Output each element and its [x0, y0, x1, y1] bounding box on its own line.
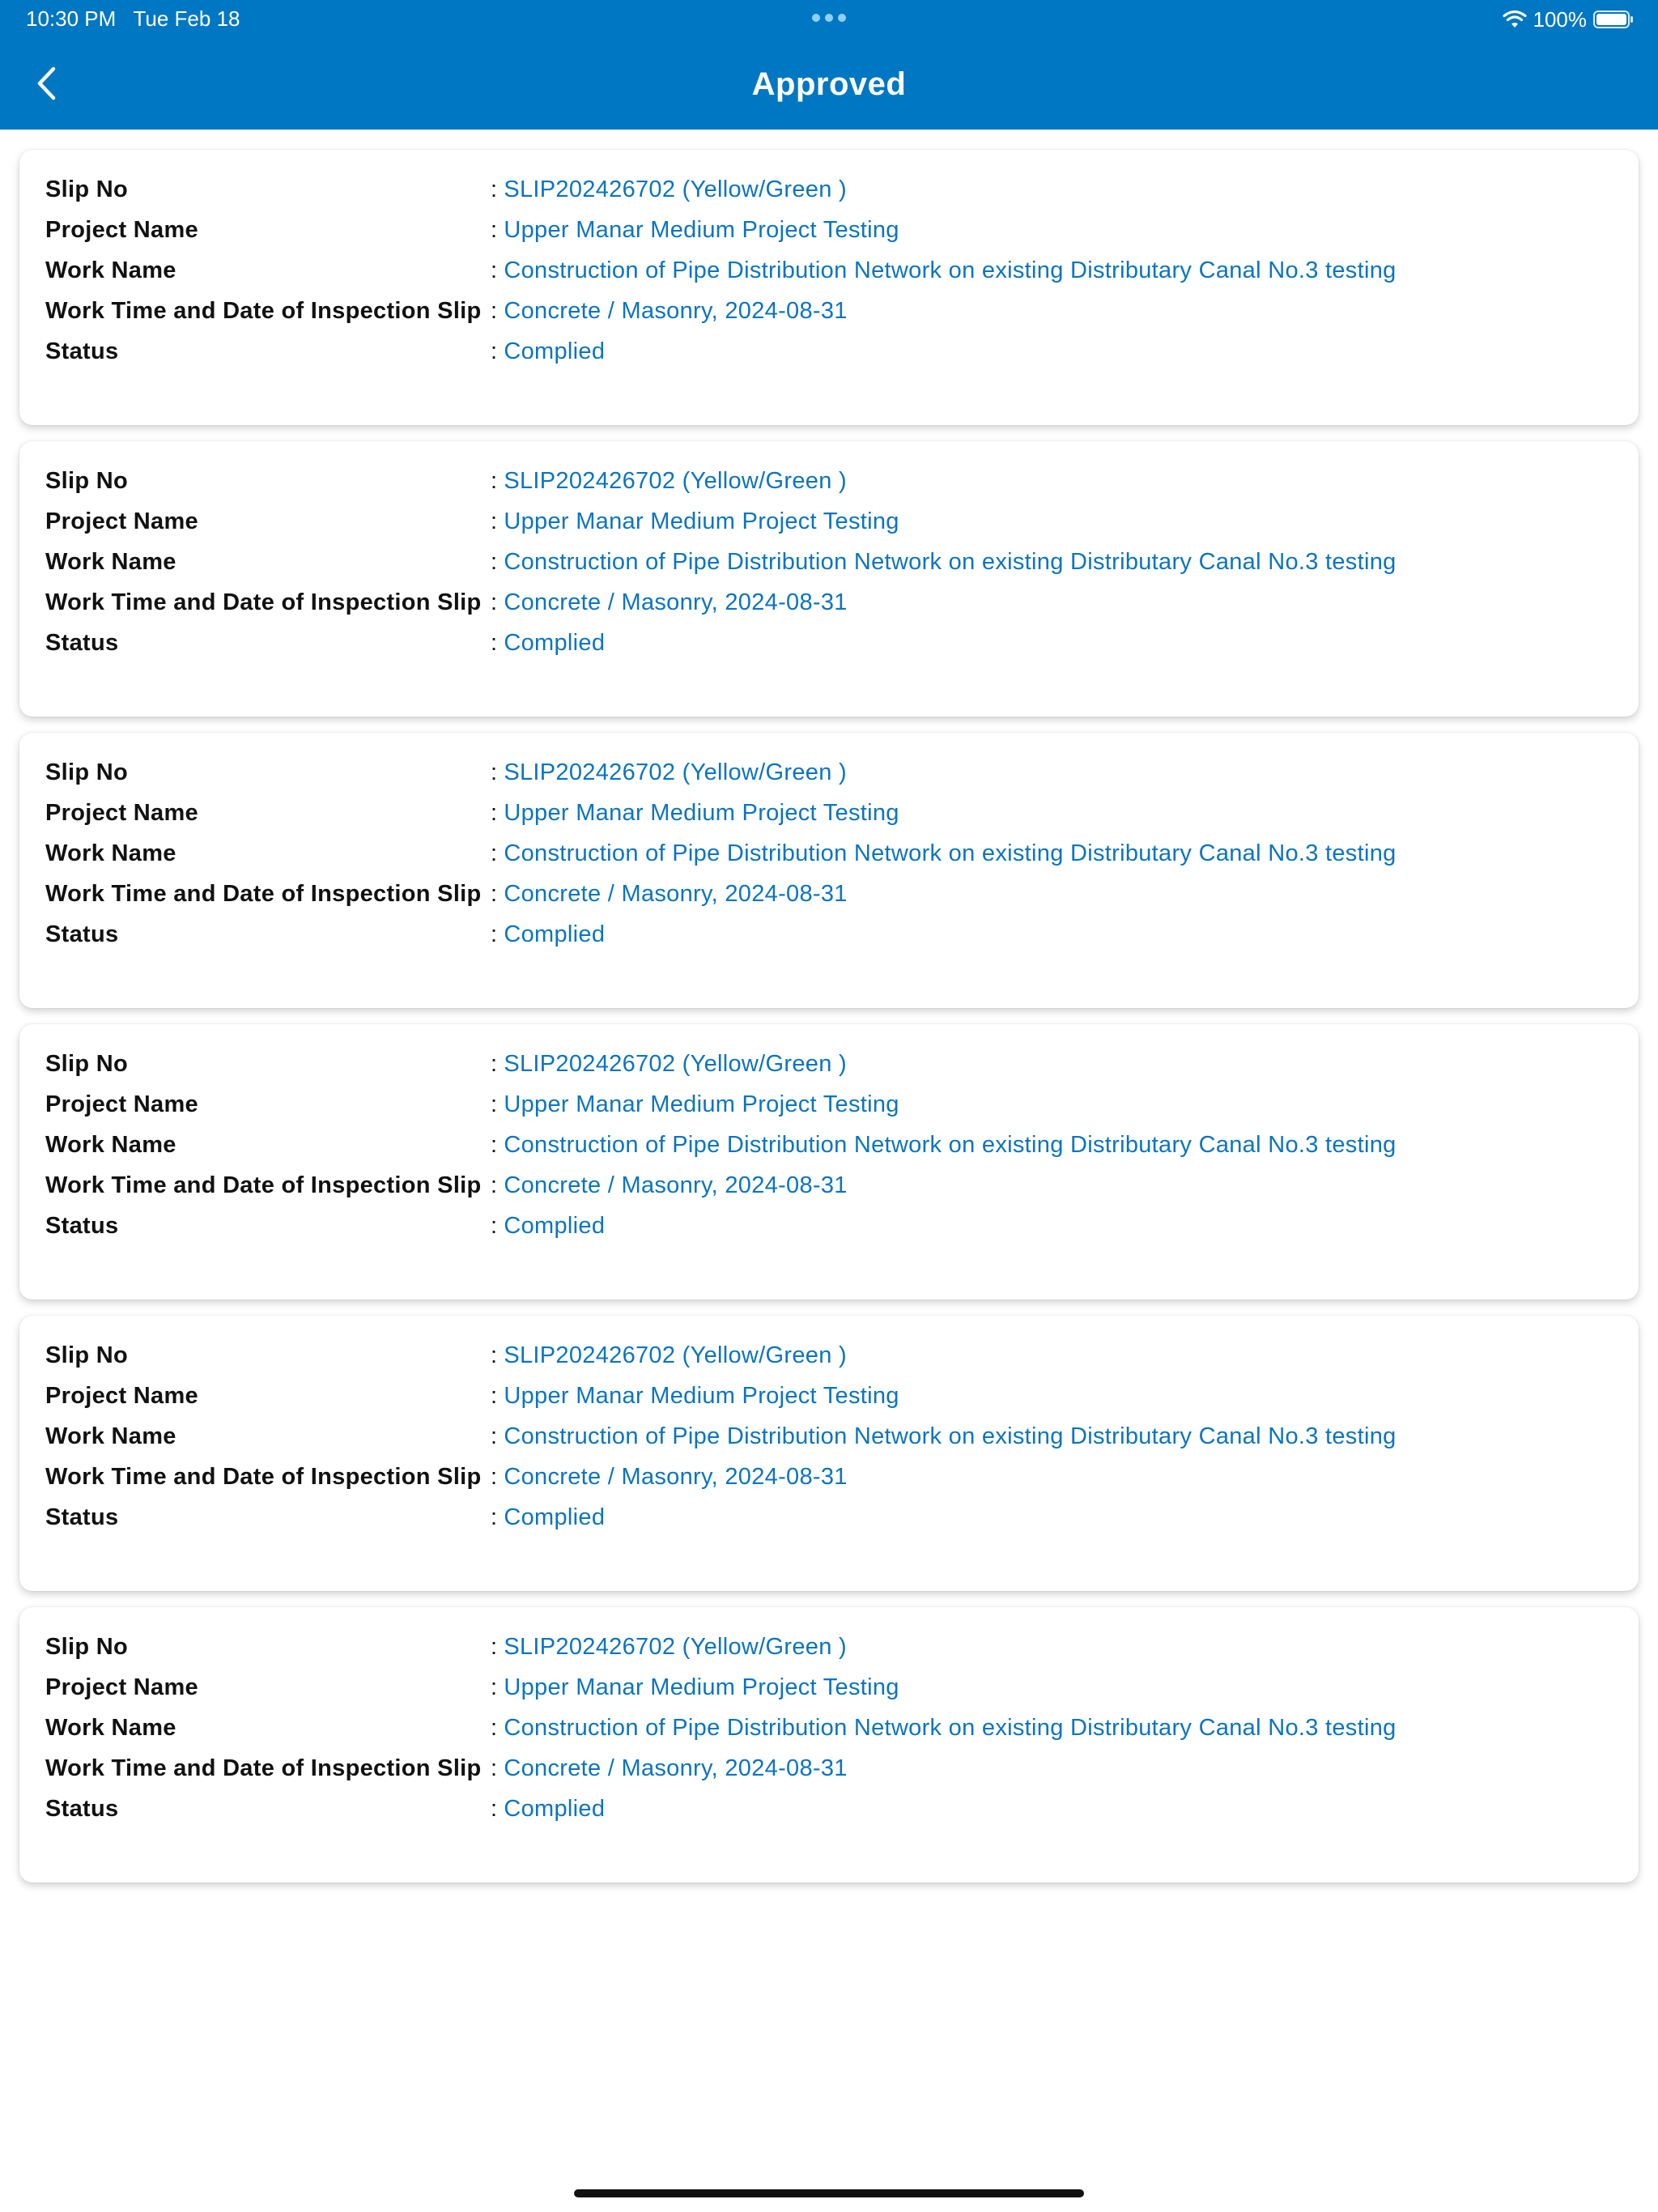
slip-no-label: Slip No — [45, 759, 128, 785]
work-name-row — [45, 254, 1613, 287]
inspection-value — [491, 1169, 848, 1202]
separator: : — [491, 1051, 498, 1077]
work-name-label: Work Name — [45, 1715, 176, 1741]
status-value — [491, 1793, 605, 1825]
status-text: Complied — [504, 338, 606, 364]
slip-no-label: Slip No — [45, 177, 128, 202]
separator: : — [491, 1755, 498, 1781]
separator: : — [491, 840, 498, 866]
inspection-value — [491, 1461, 848, 1493]
slip-card[interactable] — [19, 150, 1639, 425]
separator: : — [491, 1796, 498, 1822]
work-name-text: Construction of Pipe Distribution Network on existing Distributary Canal No.3 testing — [504, 549, 1397, 575]
page-title: Approved — [751, 66, 907, 102]
separator: : — [491, 1213, 498, 1239]
project-name-row — [45, 797, 1613, 829]
project-name-row — [45, 1671, 1613, 1704]
status-row — [45, 1210, 1613, 1242]
slip-no-text: SLIP202426702 (Yellow/Green ) — [504, 1634, 847, 1660]
inspection-label: Work Time and Date of Inspection Slip — [45, 298, 482, 324]
status-row — [45, 918, 1613, 951]
separator: : — [491, 508, 498, 534]
inspection-row — [45, 586, 1613, 619]
battery-percentage: 100% — [1533, 6, 1587, 32]
slip-card[interactable] — [19, 733, 1639, 1008]
separator: : — [491, 338, 498, 364]
work-name-text: Construction of Pipe Distribution Network on existing Distributary Canal No.3 testing — [504, 1715, 1397, 1741]
wifi-icon — [1503, 10, 1527, 29]
inspection-label: Work Time and Date of Inspection Slip — [45, 1464, 482, 1490]
work-name-label: Work Name — [45, 840, 176, 866]
status-value — [491, 627, 605, 659]
work-name-label: Work Name — [45, 1132, 176, 1158]
work-name-text: Construction of Pipe Distribution Network on existing Distributary Canal No.3 testing — [504, 840, 1397, 866]
status-value — [491, 1210, 605, 1242]
inspection-value — [491, 586, 848, 619]
inspection-value — [491, 1752, 848, 1784]
inspection-text: Concrete / Masonry, 2024-08-31 — [504, 589, 848, 615]
separator: : — [491, 177, 498, 202]
project-name-value — [491, 214, 899, 246]
separator: : — [491, 1342, 498, 1368]
project-name-value — [491, 797, 899, 829]
slip-no-label: Slip No — [45, 1051, 128, 1077]
slip-no-label: Slip No — [45, 1634, 128, 1660]
work-name-value — [491, 837, 1397, 870]
status-label: Status — [45, 921, 119, 947]
status-label: Status — [45, 1796, 119, 1822]
app-header — [0, 0, 1658, 130]
inspection-text: Concrete / Masonry, 2024-08-31 — [504, 298, 848, 324]
project-name-value — [491, 1380, 899, 1412]
project-name-label: Project Name — [45, 217, 198, 243]
work-name-value — [491, 1129, 1397, 1161]
project-name-text: Upper Manar Medium Project Testing — [504, 508, 899, 534]
slip-no-value — [491, 173, 847, 206]
separator: : — [491, 1674, 498, 1700]
inspection-text: Concrete / Masonry, 2024-08-31 — [504, 1464, 848, 1490]
status-text: Complied — [504, 630, 606, 656]
inspection-row — [45, 1752, 1613, 1784]
inspection-row — [45, 1461, 1613, 1493]
separator: : — [491, 1464, 498, 1490]
status-value — [491, 335, 605, 368]
separator: : — [491, 1132, 498, 1158]
approved-slip-list — [19, 150, 1639, 1899]
battery-icon — [1593, 11, 1634, 28]
status-row — [45, 1501, 1613, 1534]
slip-no-label: Slip No — [45, 1342, 128, 1368]
work-name-text: Construction of Pipe Distribution Network on existing Distributary Canal No.3 testing — [504, 1132, 1397, 1158]
separator: : — [491, 921, 498, 947]
separator: : — [491, 759, 498, 785]
project-name-label: Project Name — [45, 1383, 198, 1409]
separator: : — [491, 1715, 498, 1741]
status-text: Complied — [504, 1504, 606, 1530]
project-name-label: Project Name — [45, 1091, 198, 1117]
separator: : — [491, 1423, 498, 1449]
slip-no-value — [491, 465, 847, 497]
work-name-label: Work Name — [45, 257, 176, 283]
work-name-row — [45, 1129, 1613, 1161]
work-name-value — [491, 1420, 1397, 1453]
status-row — [45, 335, 1613, 368]
inspection-value — [491, 878, 848, 910]
slip-no-value — [491, 1048, 847, 1080]
project-name-value — [491, 1088, 899, 1121]
inspection-label: Work Time and Date of Inspection Slip — [45, 881, 482, 907]
project-name-text: Upper Manar Medium Project Testing — [504, 217, 899, 243]
status-text: Complied — [504, 921, 606, 947]
separator: : — [491, 1504, 498, 1530]
inspection-label: Work Time and Date of Inspection Slip — [45, 1755, 482, 1781]
project-name-row — [45, 1380, 1613, 1412]
slip-card[interactable] — [19, 1607, 1639, 1882]
work-name-label: Work Name — [45, 549, 176, 575]
inspection-label: Work Time and Date of Inspection Slip — [45, 589, 482, 615]
separator: : — [491, 630, 498, 656]
slip-no-row — [45, 1048, 1613, 1080]
slip-no-text: SLIP202426702 (Yellow/Green ) — [504, 1051, 847, 1077]
separator: : — [491, 881, 498, 907]
inspection-row — [45, 1169, 1613, 1202]
status-row — [45, 627, 1613, 659]
project-name-label: Project Name — [45, 800, 198, 826]
home-indicator[interactable] — [574, 2189, 1084, 2197]
project-name-value — [491, 505, 899, 538]
status-time: 10:30 PM Tue Feb 18 — [26, 6, 240, 31]
slip-no-row — [45, 465, 1613, 497]
status-value — [491, 918, 605, 951]
slip-no-row — [45, 756, 1613, 789]
separator: : — [491, 1634, 498, 1660]
status-text: Complied — [504, 1213, 606, 1239]
separator: : — [491, 217, 498, 243]
inspection-label: Work Time and Date of Inspection Slip — [45, 1172, 482, 1198]
status-label: Status — [45, 338, 119, 364]
slip-no-text: SLIP202426702 (Yellow/Green ) — [504, 468, 847, 494]
status-value — [491, 1501, 605, 1534]
status-label: Status — [45, 1213, 119, 1239]
separator: : — [491, 468, 498, 494]
slip-card[interactable] — [19, 1316, 1639, 1591]
slip-card[interactable] — [19, 441, 1639, 717]
status-label: Status — [45, 1504, 119, 1530]
slip-no-row — [45, 173, 1613, 206]
work-name-row — [45, 546, 1613, 578]
separator: : — [491, 1172, 498, 1198]
project-name-text: Upper Manar Medium Project Testing — [504, 800, 899, 826]
work-name-label: Work Name — [45, 1423, 176, 1449]
separator: : — [491, 257, 498, 283]
project-name-value — [491, 1671, 899, 1704]
project-name-text: Upper Manar Medium Project Testing — [504, 1091, 899, 1117]
slip-card[interactable] — [19, 1024, 1639, 1300]
separator: : — [491, 589, 498, 615]
slip-no-text: SLIP202426702 (Yellow/Green ) — [504, 177, 847, 202]
slip-no-value — [491, 1631, 847, 1663]
work-name-row — [45, 1420, 1613, 1453]
separator: : — [491, 549, 498, 575]
project-name-label: Project Name — [45, 1674, 198, 1700]
project-name-row — [45, 214, 1613, 246]
inspection-value — [491, 295, 848, 327]
slip-no-value — [491, 756, 847, 789]
separator: : — [491, 800, 498, 826]
inspection-text: Concrete / Masonry, 2024-08-31 — [504, 881, 848, 907]
inspection-text: Concrete / Masonry, 2024-08-31 — [504, 1755, 848, 1781]
status-indicators — [1503, 6, 1635, 32]
slip-no-text: SLIP202426702 (Yellow/Green ) — [504, 759, 847, 785]
work-name-text: Construction of Pipe Distribution Network on existing Distributary Canal No.3 testing — [504, 257, 1397, 283]
status-row — [45, 1793, 1613, 1825]
project-name-row — [45, 505, 1613, 538]
work-name-value — [491, 1712, 1397, 1744]
slip-no-row — [45, 1631, 1613, 1663]
status-text: Complied — [504, 1796, 606, 1822]
slip-no-row — [45, 1339, 1613, 1372]
more-dots-icon[interactable] — [810, 13, 848, 23]
separator: : — [491, 298, 498, 324]
inspection-row — [45, 878, 1613, 910]
slip-no-text: SLIP202426702 (Yellow/Green ) — [504, 1342, 847, 1368]
work-name-row — [45, 1712, 1613, 1744]
work-name-value — [491, 254, 1397, 287]
slip-no-label: Slip No — [45, 468, 128, 494]
work-name-row — [45, 837, 1613, 870]
inspection-row — [45, 295, 1613, 327]
work-name-value — [491, 546, 1397, 578]
slip-no-value — [491, 1339, 847, 1372]
status-label: Status — [45, 630, 119, 656]
separator: : — [491, 1383, 498, 1409]
project-name-row — [45, 1088, 1613, 1121]
work-name-text: Construction of Pipe Distribution Network on existing Distributary Canal No.3 testing — [504, 1423, 1397, 1449]
project-name-text: Upper Manar Medium Project Testing — [504, 1674, 899, 1700]
separator: : — [491, 1091, 498, 1117]
project-name-text: Upper Manar Medium Project Testing — [504, 1383, 899, 1409]
project-name-label: Project Name — [45, 508, 198, 534]
inspection-text: Concrete / Masonry, 2024-08-31 — [504, 1172, 848, 1198]
